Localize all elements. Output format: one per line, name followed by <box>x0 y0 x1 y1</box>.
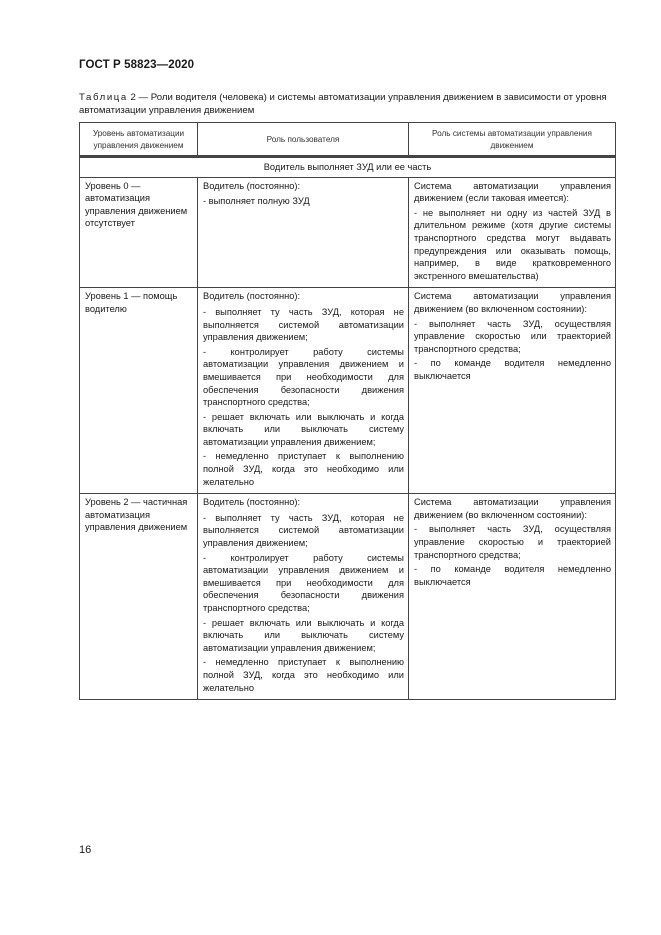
user-role-item: - контролирует работу системы автоматизации управления движением и вмешивается при необходимости для обеспечения безопасности движения транспортного средства; <box>203 552 404 613</box>
user-role-item: - решает включать или выключать и когда включать или выключать систему автоматизации управления движением; <box>203 411 404 447</box>
table-row <box>80 177 616 288</box>
user-role-item: - выполняет ту часть ЗУД, которая не выполняется системой автоматизации управления движением; <box>203 306 404 343</box>
user-role-item: Водитель (постоянно): <box>203 180 301 191</box>
table-row <box>80 288 616 494</box>
user-role-cell <box>198 288 409 494</box>
table-header-row <box>80 123 616 156</box>
user-role-cell <box>198 494 409 700</box>
span-row <box>80 157 616 177</box>
system-role-item: - по команде водителя немедленно выключается <box>414 564 611 587</box>
system-role-item: - не выполняет ни одну из частей ЗУД в длительном режиме (хотя другие системы транспортного средства могут выдавать предупреждения или оказывать помощь, например, в виде кратковременного экстренного вмешательства) <box>414 207 611 281</box>
user-role-cell <box>198 177 409 288</box>
level-cell: Уровень 1 — помощь водителю <box>80 288 198 494</box>
system-role-item: Система автоматизации управления движением (во включенном состоянии): <box>414 497 611 520</box>
roles-table <box>79 122 616 700</box>
system-role-item: - выполняет часть ЗУД, осуществляя управление скоростью или траекторией транспортного средства; <box>414 318 611 354</box>
system-role-cell <box>409 494 616 700</box>
column-header-level: Уровень автоматизации управления движением <box>80 123 198 156</box>
user-role-item: - контролирует работу системы автоматизации управления движением и вмешивается при необходимости для обеспечения безопасности движения транспортного средства; <box>203 346 404 408</box>
table-caption <box>79 91 615 117</box>
system-role-item: Система автоматизации управления движением (если таковая имеется): <box>414 180 611 204</box>
user-role-item: - немедленно приступает к выполнению полной ЗУД, когда это необходимо или желательно <box>203 451 404 487</box>
caption-prefix: Таблица <box>79 92 128 103</box>
user-role-item: - немедленно приступает к выполнению полной ЗУД, когда это необходимо или желательно <box>203 657 404 693</box>
system-role-cell <box>409 177 616 288</box>
table-row <box>80 494 616 700</box>
user-role-item: - выполняет ту часть ЗУД, которая не выполняется системой автоматизации управления движением; <box>203 512 404 549</box>
standard-code: ГОСТ Р 58823—2020 <box>79 59 195 71</box>
user-role-item: Водитель (постоянно): <box>203 291 301 302</box>
span-row-text: Водитель выполняет ЗУД или ее часть <box>80 157 616 177</box>
system-role-cell <box>409 288 616 494</box>
caption-text: 2 — Роли водителя (человека) и системы автоматизации управления движением в зависимости от уровня автоматизации управления движением <box>79 92 607 117</box>
column-header-user-role: Роль пользователя <box>198 123 409 156</box>
system-role-item: Система автоматизации управления движением (во включенном состоянии): <box>414 291 611 314</box>
column-header-system-role: Роль системы автоматизации управления движением <box>409 123 616 156</box>
system-role-item: - по команде водителя немедленно выключается <box>414 358 611 381</box>
level-cell: Уровень 0 — автоматизация управления движением отсутствует <box>80 177 198 288</box>
user-role-item: Водитель (постоянно): <box>203 497 301 508</box>
system-role-item: - выполняет часть ЗУД, осуществляя управление скоростью и траекторией транспортного средства; <box>414 524 611 560</box>
user-role-item: - выполняет полную ЗУД <box>203 196 310 207</box>
level-cell: Уровень 2 — частичная автоматизация управления движением <box>80 494 198 700</box>
user-role-item: - решает включать или выключать и когда включать или выключать систему автоматизации управления движением; <box>203 617 404 653</box>
page-number: 16 <box>79 844 92 856</box>
